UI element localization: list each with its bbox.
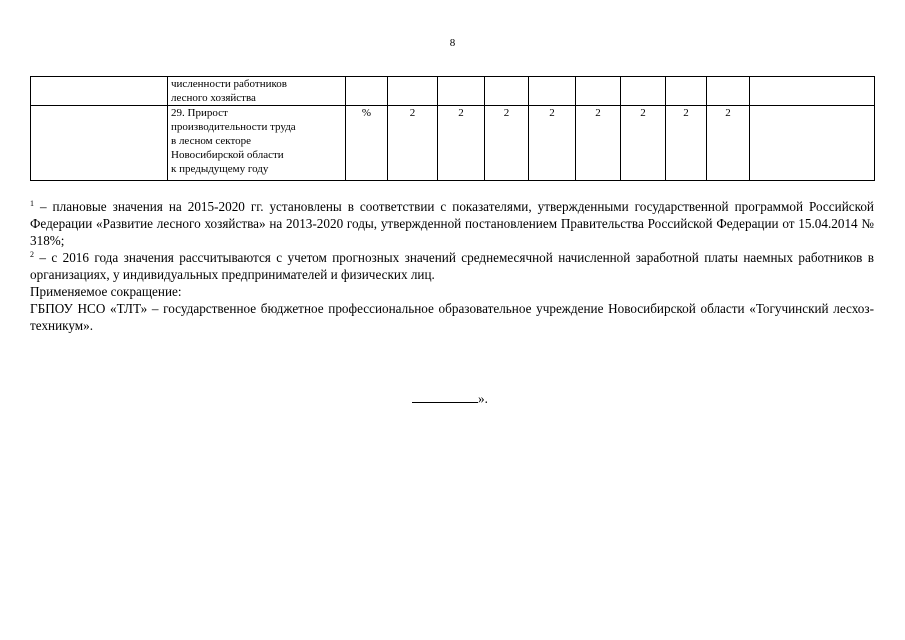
indicator-name-line: Новосибирской области [171,149,284,161]
value-cell [529,77,576,106]
document-end-mark [412,390,488,407]
value-cell [485,77,529,106]
value-cell: 2 [485,106,529,181]
indicator-name-line: производительности труда [171,121,296,133]
value-cell: 2 [438,106,485,181]
footnote-2-text: – с 2016 года значения рассчитываются с учетом прогнозных значений среднемесячной начисленной заработной платы наемных работников в организациях, у индивидуальных предпринимателей и физических лиц. [30,250,874,282]
unit-cell [346,77,388,106]
table-cell [31,77,168,106]
table-cell [750,77,875,106]
footnote-1-mark: 1 [30,199,34,208]
table-row [31,77,875,106]
value-cell: 2 [529,106,576,181]
footnote-2 [30,249,874,283]
page-number: 8 [449,37,456,49]
unit-cell: % [346,106,388,181]
value-cell [666,77,707,106]
footnote-2-mark: 2 [30,250,34,259]
table-cell [750,106,875,181]
value-cell [621,77,666,106]
value-cell [707,77,750,106]
value-cell [438,77,485,106]
footnote-1 [30,198,874,249]
indicator-name-line: к предыдущему году [171,163,269,175]
indicator-name-line: численности работников [171,78,287,90]
value-cell: 2 [576,106,621,181]
value-cell [388,77,438,106]
footnote-1-text: – плановые значения на 2015-2020 гг. установлены в соответствии с показателями, утвержденными государственной программой Российской Федерации «Развитие лесного хозяйства» на 2013-2020 годы, утвержденной постановлением Правительства Российской Федерации от 15.04.2014 № 318%; [30,199,874,248]
abbreviation-heading: Применяемое сокращение: [30,284,182,299]
indicator-name-cell [168,106,346,181]
table-row [31,106,875,181]
footnotes [30,198,874,334]
value-cell [576,77,621,106]
indicator-name-line: 29. Прирост [171,107,228,119]
indicator-name-line: лесного хозяйства [171,92,256,104]
table-cell [31,106,168,181]
signature-line [412,390,478,403]
value-cell: 2 [707,106,750,181]
value-cell: 2 [388,106,438,181]
indicator-name-cell [168,77,346,106]
indicator-name-line: в лесном секторе [171,135,252,147]
abbreviation-text: ГБПОУ НСО «ТЛТ» – государственное бюджетное профессиональное образовательное учреждение Новосибирской области «Тогучинский лесхоз-техникум». [30,301,874,333]
indicators-table [30,76,875,181]
closing-quote: ». [478,391,488,406]
value-cell: 2 [666,106,707,181]
value-cell: 2 [621,106,666,181]
